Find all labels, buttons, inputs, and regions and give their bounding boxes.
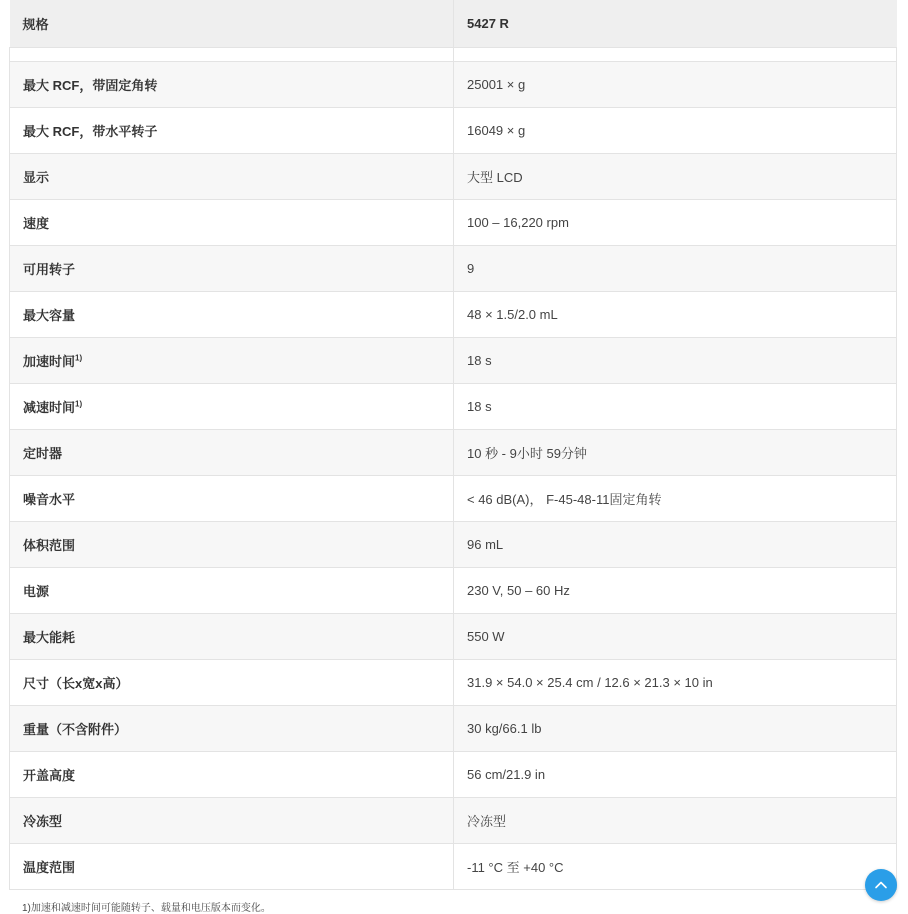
spec-label: 温度范围: [10, 844, 454, 890]
spec-value: 16049 × g: [454, 108, 897, 154]
table-spacer: [10, 48, 897, 62]
footnote-marker: 1): [75, 353, 83, 363]
spec-label: 噪音水平: [10, 476, 454, 522]
spec-value: 96 mL: [454, 522, 897, 568]
spec-label: 可用转子: [10, 246, 454, 292]
spec-label: 最大 RCF，带水平转子: [10, 108, 454, 154]
spec-label-cell: [10, 384, 454, 430]
spec-label: 加速时间: [23, 354, 76, 369]
spec-label: 定时器: [10, 430, 454, 476]
table-row: [10, 292, 897, 338]
spec-value: 56 cm/21.9 in: [454, 752, 897, 798]
spec-value: 48 × 1.5/2.0 mL: [454, 292, 897, 338]
spec-label: 最大能耗: [10, 614, 454, 660]
spec-label: 速度: [10, 200, 454, 246]
table-row: [10, 200, 897, 246]
scroll-to-top-button[interactable]: [865, 869, 897, 901]
spec-value: 18 s: [454, 338, 897, 384]
table-footnote: 1)加速和减速时间可能随转子、载量和电压版本而变化。: [22, 903, 271, 914]
table-row: [10, 476, 897, 522]
table-row: [10, 752, 897, 798]
table-row: [10, 522, 897, 568]
spec-value: 550 W: [454, 614, 897, 660]
spec-label: 尺寸（长x宽x高）: [10, 660, 454, 706]
header-model: 5427 R: [454, 0, 897, 48]
spec-label: 冷冻型: [10, 798, 454, 844]
spec-value: -11 °C 至 +40 °C: [454, 844, 897, 890]
table-row: [10, 108, 897, 154]
table-row: [10, 660, 897, 706]
table-row: [10, 798, 897, 844]
spec-value: 230 V, 50 – 60 Hz: [454, 568, 897, 614]
table-row: [10, 844, 897, 890]
spec-value: 30 kg/66.1 lb: [454, 706, 897, 752]
spec-value: 大型 LCD: [454, 154, 897, 200]
spec-value: 18 s: [454, 384, 897, 430]
spec-value: 9: [454, 246, 897, 292]
spec-table: [9, 0, 897, 890]
table-row: [10, 384, 897, 430]
table-row: [10, 706, 897, 752]
table-row: [10, 338, 897, 384]
table-row: [10, 154, 897, 200]
spec-label: 电源: [10, 568, 454, 614]
spec-value: 10 秒 - 9小时 59分钟: [454, 430, 897, 476]
spec-label: 重量（不含附件）: [10, 706, 454, 752]
spec-label: 体积范围: [10, 522, 454, 568]
spec-value: 31.9 × 54.0 × 25.4 cm / 12.6 × 21.3 × 10 in: [454, 660, 897, 706]
header-label: 规格: [10, 0, 454, 48]
spec-label: 显示: [10, 154, 454, 200]
spec-label: 最大容量: [10, 292, 454, 338]
table-row: [10, 568, 897, 614]
footnote-marker: 1): [75, 399, 83, 409]
spec-value: 25001 × g: [454, 62, 897, 108]
table-row: [10, 614, 897, 660]
spec-label-cell: [10, 338, 454, 384]
spec-value: < 46 dB(A)， F-45-48-11固定角转: [454, 476, 897, 522]
table-row: [10, 62, 897, 108]
table-row: [10, 246, 897, 292]
chevron-up-icon: [873, 877, 889, 893]
spec-table-header: [10, 0, 897, 48]
spec-label: 最大 RCF，带固定角转: [10, 62, 454, 108]
spec-label: 减速时间: [23, 400, 76, 415]
spec-value: 100 – 16,220 rpm: [454, 200, 897, 246]
spec-label: 开盖高度: [10, 752, 454, 798]
table-row: [10, 430, 897, 476]
spec-value: 冷冻型: [454, 798, 897, 844]
